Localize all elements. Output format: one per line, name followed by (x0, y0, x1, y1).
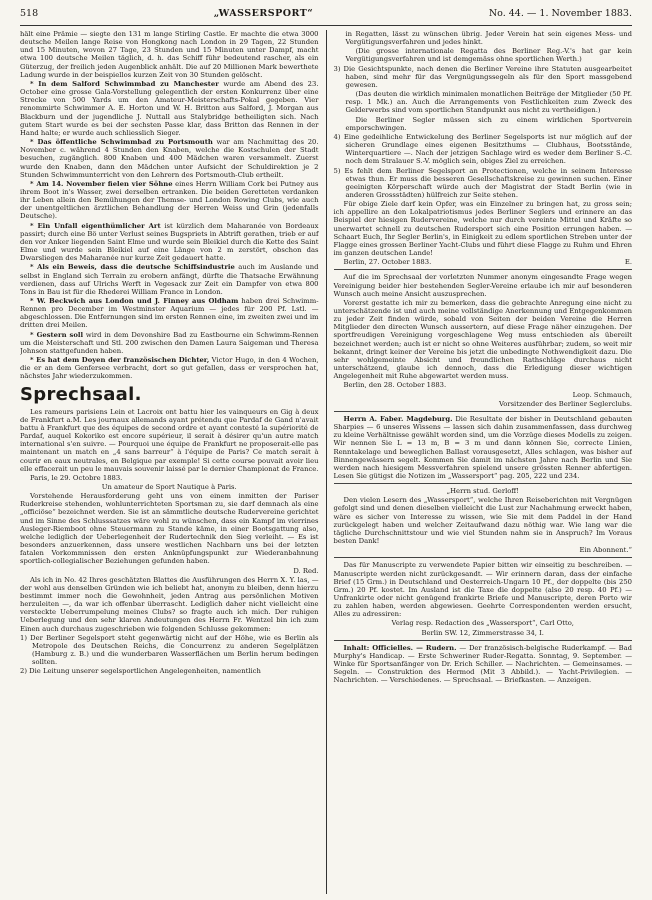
section-rule (334, 269, 633, 270)
paragraph-text: Paris, le 29. Octobre 1883. (30, 473, 123, 482)
paragraph (20, 222, 319, 263)
paragraph (20, 492, 319, 565)
paragraph (20, 634, 319, 667)
paragraph (334, 133, 633, 166)
paragraph-text: ist kürzlich dem Maharanée von Bordeaux passirt; durch eine Bö unter Verlust seines Bugspriets in Abtrift gerathen, trieb er auf den vor Anker liegenden Saint Elme und wurde sein Bleikiel durch die Kette des Saint Elme und wurde sein Bleikiel auf eine Länge von 2 m zerstört, obschon das Dwarsliegen des Maharanée nur kurze Zeit gedauert hatte. (20, 221, 319, 263)
paragraph-text: Vorsitzender des Berliner Seglerclubs. (498, 399, 632, 408)
paragraph (20, 567, 319, 575)
paragraph-lead: * W. Beckwich aus London und J. Finney aus Oldham (30, 297, 239, 305)
paragraph-text: Verlag resp. Redaction des „Wassersport“, Carl Otto, (391, 619, 574, 628)
right-column-content (334, 30, 633, 685)
paragraph (334, 273, 633, 297)
paragraph (20, 576, 319, 633)
paragraph-text: (Die grosse internationale Regatta des Berliner Reg.-V.'s hat gar kein Vergütigungsverfahren und ist demgemäss ohne sportlichen Werth.) (345, 47, 632, 64)
paragraph-lead: * Am 14. November fielen vier Söhne (30, 179, 173, 188)
paragraph-text: Ein Abonnent.“ (579, 546, 632, 555)
paragraph-text: Un amateur de Sport Nautique à Paris. (101, 482, 237, 491)
page-header (20, 8, 632, 24)
paragraph-lead: * Es hat dem Doyen der französischen Dichter, (30, 356, 210, 365)
paragraph (334, 258, 633, 266)
paragraph-text: Die Resultate der bisher in Deutschland gebauten Sharpies — 6 unseres Wissens — lassen sich dahin zusammenfassen, dass durchweg zu kleine Verhältnisse gewählt worden sind, um die Vorzüge dieses Modells zu zeigen. Wir nennen Sie L = 13 m, B = 3 m und dann können Sie, correcte Linien, Renntakelage und beweglichen Ballast vorausgesetzt, Alles schlagen, was bisher auf Binnengewässern segelt. Kommen Sie damit im nächsten Jahre nach Berlin und Sie werden nach hiesigem Messverfahren spielend unsere grössten Renner abfertigen. Lesen Sie gütigst die Notizen im „Wassersport“ pag. 205, 222 und 234. (333, 414, 632, 480)
paragraph (334, 644, 633, 685)
paragraph (20, 297, 319, 330)
section-rule (334, 640, 633, 641)
paragraph-text: Als ich in No. 42 Ihres geschätzten Blattes die Ausführungen des Herrn X. Y. las, — der wohl aus denselben Gründen wie ich beliebt hat, anonym zu bleiben, denn hierzu bestimmt immer noch die Gewohnheit, jeden Antrag aus persönlichen Motiven herzuleiten —, da war ich offenbar überrascht. Lediglich daher nicht vielleicht eine versteckte Ueberrumpelung meines Clubs? so fragte auch ich mich. Der ruhigen Ueberlegung und den sehr klaren Andeutungen des Herrn Fr. Wentzel bin ich zum Einen auch durchaus zugeschrieben wie folgenden Schlusse gekommen: (20, 575, 319, 633)
section-rule (334, 411, 633, 412)
paragraph-lead: * Gestern soll (30, 330, 84, 339)
paragraph-text: „Herrn stud. Gerloff! (446, 487, 519, 496)
paragraph-text: haben drei Schwimm-Rennen pro December im Westminster Aquarium — jedes für 200 Pf. Lstl. — abgeschlossen. Die Entfernungen sind im ersten Rennen eine, im zweiten zwei und im dritten drei Meilen. (20, 297, 319, 330)
paragraph-text: war am Nachmittag des 20. November c. während 4 Stunden den Knaben, welche die Kostschulen der Stadt besuchen, zugänglich. 800 Knaben und 400 Mädchen waren versammelt. Zuerst wurde den Knaben, dann den Mädchen unter Aufsicht der Schuldirektion je 2 Stunden Schwimmunterricht von den Lehrern des Portsmouth-Club ertheilt. (20, 138, 319, 179)
paragraph (334, 400, 633, 408)
sprechsaal-heading: Sprechsaal. (20, 383, 142, 405)
paragraph (334, 561, 633, 618)
paragraph (20, 408, 319, 473)
paragraph-text: Berlin, den 28. October 1883. (343, 381, 447, 390)
paragraph (20, 474, 319, 482)
paragraph-lead: * Das öffentliche Schwimmbad zu Portsmouth (30, 138, 213, 147)
paragraph-text: wird in dem Devonshire Bad zu Eastbourne ein Schwimm-Rennen um die Meisterschaft und Stl. 200 zwischen den Damen Laura Saigeman und Theresa Johnson stattgefunden haben. (20, 330, 319, 355)
page-number: 518 (20, 8, 39, 19)
paragraph-text: — Der französisch-belgische Ruderkampf. — Bad Murphy's Handicap. — Erste Schweriner Ruder-Regatta. Sonntag, 9. September. — Winke für Sportsanfänger von Dr. Erich Schiller. — Nachrichten. — Gemeinsames. — Segeln. — Construktion des Hermod (Mit 3 Abbild.). — Yacht-Privilegien. — Nachrichten. — Verschiedenes. — Sprechsaal. — Briefkasten. — Anzeigen. (333, 643, 632, 685)
paragraph-text: auch im Auslande und selbst in England sich Terrain zu erobern anfängt, dürfte die Thatsache Erwähnung verdienen, dass auf Ulrichs Werft in Vegesack zur Zeit ein Dampfer von etwa 800 Tons in Bau ist für die Rhederei William France in London. (20, 263, 319, 296)
paragraph (334, 116, 633, 132)
paragraph (334, 415, 633, 480)
paragraph-text: Berlin SW. 12, Zimmerstrasse 34, I. (421, 628, 544, 637)
paragraph (334, 496, 633, 545)
paragraph-text: 1) Der Berliner Segelsport steht gegenwärtig nicht auf der Höhe, wie es Berlin als Metropole des Deutschen Reichs, die Concurrenz zu anderen Segelplätzen (Hamburg z. B.) und die wunderbaren Wasserflächen um Berlin herum bedingen sollten. (20, 633, 319, 667)
paragraph-text: 5) Es fehlt dem Berliner Segelsport an Protectionen, welche in seinem Interesse etwas thun. Er muss die besseren Gesellschaftskreise zu gewinnen suchen. Einer geeinigten Körperschaft würde auch der Magistrat der Stadt Berlin (wie in anderen Grossstädten) hülfreich zur Seite stehen. (333, 166, 632, 199)
paragraph-text: Den vielen Lesern des „Wassersport“, welche Ihren Reiseberichten mit Vergnügen gefolgt sind und denen dieselben vielleicht die Lust zur Nachahmung erweckt haben, wäre es sicher von Interesse zu wissen, wie Sie mit dem Paddel in der Hand zurückgelegt haben und welcher Zeitaufwand dazu nöthig war. Wie lang war die tägliche Durchschnittstour und wie viel Stunden nahm sie in Anspruch? Im Voraus besten Dank! (333, 496, 632, 546)
paragraph-text: Berlin, 27. October 1883. (343, 258, 432, 267)
paragraph-lead: * Ein Unfall eigenthümlicher Art (30, 221, 161, 230)
paragraph-text: 2) Die Leitung unserer segelsportlichen Angelegenheiten, namentlich (20, 667, 261, 676)
paragraph-text: hält eine Prämie — siegte den 131 m lange Stirling Castle. Er machte die etwa 3000 deutsche Meilen lange Reise von Hongkong nach London in 29 Tagen, 22 Stunden und 15 Minuten, wovon 27 Tage, 23 Stunden und 15 Minuten unter Dampf, macht etwa 100 deutsche Meilen täglich, d. h. das Schiff führ bedeutend rascher, als ein Güterzug, der freilich jeden Augenblick anhält. Die auf 20 Millionen Mark bewerthete Ladung wurde in der beispiellos kurzen Zeit von 30 Stunden gelöscht. (20, 30, 319, 79)
paragraph-text: 3) Die Gesichtspunkte, nach denen die Berliner Vereine ihre Statuten ausgearbeitet haben, sind mehr für das Vergnügungssegeln als für den Sport massgebend gewesen. (333, 64, 632, 89)
paragraph-lead: * In dem Salford Schwimmbad zu Manchester (30, 79, 219, 88)
journal-title: „WASSERSPORT“ (213, 8, 314, 19)
paragraph-text: Vorstehende Herausforderung geht uns von einem inmitten der Pariser Ruderkreise stehenden, wohlunterrichteten Sportsman zu, sie darf demnach als eine „officiöse“ bezeichnet werden. Sie ist an sämmtliche deutsche Rudervereine gerichtet und im Sinne des Schlusssatzes wäre wohl zu wünschen, dass ein Kampf im vierrines Ausleger-Riemboot ohne Steuermann zu Stande käme, in einer Bootsgattung also, welche lediglich der Ueberlegenheit der Rudertechnik den Sieg verleiht. — Es ist besonders anzuerkennen, dass unsere westlichen Nachbarn uns bei der letzten fatalen Vorkommnissen den ersten Anknüpfungspunkt zur Wiederanbahnung sportlich-collegialischer Beziehungen gefunden haben. (20, 492, 319, 566)
paragraph-text: (Das deuten die wirklich minimalen monatlichen Beiträge der Mitglieder (50 Pf. resp. 1 Mk.) an. Auch die Arrangements von Festlichkeiten zum Zweck des Gelderwerbs sind vom sportlichen Standpunkt aus nicht zu vertheidigen.) (345, 90, 632, 115)
left-column (20, 30, 326, 894)
paragraph (334, 65, 633, 89)
paragraph (334, 167, 633, 200)
paragraph (20, 30, 319, 79)
paragraph (334, 546, 633, 554)
paragraph (334, 381, 633, 389)
paragraph (334, 391, 633, 399)
paragraph-text: 4) Eine gedeihliche Entwickelung des Berliner Segelsports ist nur möglich auf der sicheren Grundlage eines eigenen Besitzthums — Clubhaus, Bootsstände, Winterquartiere —. Nach der jetzigen Sachlage wird es weder dem Berliner S.-C. noch dem Stralauer S.-V. möglich sein, obiges Ziel zu erreichen. (333, 132, 632, 166)
paragraph-text: in Regatten, lässt zu wünschen übrig. Jeder Verein hat sein eigenes Mess- und Vergütigungsverfahren und jedes hinkt. (345, 30, 632, 47)
paragraph-lead: Inhalt: Officielles. — Rudern. (343, 643, 457, 652)
paragraph-text: Das für Manuscripte zu verwendete Papier bitten wir einseitig zu beschreiben. — Manuscripte werden nicht zurückgesandt. — Wir erinnern daran, dass der einfache Brief (15 Grm.) in Deutschland und Oesterreich-Ungarn 10 Pf., der doppelte (bis 250 Grm.) 20 Pf. kostet. Im Ausland ist die Taxe die doppelte (also 20 resp. 40 Pf.) — Unfrankirte oder nicht genügend frankirte Briefe und Manuscripte, deren Porto wir zu zahlen haben, werden abgewiesen. Geehrte Correspondenten werden ersucht, Alles zu adressiren: (333, 561, 632, 619)
paragraph-text: eines Herrn William Cork bei Putney aus ihrem Boot in's Wasser, zwei derselben ertranken. Die beiden Geretteten verdanken ihr Leben allein den Bemühungen der Themse- und London Rowing Clubs, wie auch der unentgeltlichen ärztlichen Behandlung der Herren Weiss und Grin (jedenfalls Deutsche). (20, 179, 319, 221)
paragraph (20, 356, 319, 380)
paragraph (20, 667, 319, 675)
section-rule (334, 483, 633, 484)
paragraph (334, 487, 633, 495)
paragraph (334, 30, 633, 46)
paragraph-lead: Herrn A. Faber. Magdeburg. (343, 414, 453, 423)
paragraph (20, 138, 319, 179)
paragraph-text: Auf die im Sprechsaal der vorletzten Nummer anonym eingesandte Frage wegen Vereinigung beider hier bestehenden Segler-Vereine erlaube ich mir auf besonderen Wunsch auch meine Ansicht auszusprechen. (333, 273, 632, 298)
paragraph-text: Victor Hugo, in den 4 Wochen, die er an dem Genfersee verbracht, dort so gut gefallen, dass er versprochen hat, nächstes Jahr wiederzukommen. (20, 356, 319, 381)
paragraph (334, 299, 633, 381)
paragraph-text: wurde am Abend des 23. October eine grosse Gala-Vorstellung gelegentlich der ersten Konkurrenz über eine Strecke von 500 Yards um den Amateur-Meisterschafts-Pokal gegeben. Vier renommirte Schwimmer A. E. Horton und W. H. Britton aus Salford, J. Morgan aus Blackburn und der jugendliche J. Nuttall aus Stalybridge betheiligten sich. Nach gutem Start wurde es bei der sechsten Passe klar, dass Britton das Rennen in der Hand halte; er wurde auch schliesslich Sieger. (20, 79, 319, 137)
news-items (20, 30, 319, 381)
header-rule (20, 25, 632, 26)
paragraph (20, 331, 319, 355)
sprechsaal-letters (20, 408, 319, 676)
paragraph (334, 47, 633, 63)
paragraph-text: D. Red. (293, 566, 319, 575)
paragraph (20, 263, 319, 296)
paragraph (334, 200, 633, 257)
paragraph-text: Les rameurs parisiens Lein et Lacroix ont battu hier les vainqueurs en Gig à deux de Frankfurt a.M. Les journaux allemands ayant prétendu que Pardaf de Gand n'avait battu à Frankfurt que des équipes de second ordre et ayant contesté la supériorité de Pardaf, auquel Kokoriko est encore supérieur, il serait à désirer qu'un autre match international s'en suivre. — Pourquoi une équipe de Frankfurt ne proposerait-elle pas maintenant un match en „4 sans barreur“ à l'équipe de Paris? Ce match serait à courir en eaux neutrales, en Belgique par exemple! Si cette course pouvait avoir lieu elle effacerait un peu le mauvais souvenir laissé par le dernier Championat de France. (20, 407, 319, 473)
paragraph (20, 483, 319, 491)
right-column (327, 30, 633, 894)
signature: E. (624, 258, 632, 267)
paragraph-text: Die Berliner Segler müssen sich zu einem wirklichen Sportverein emporschwingen. (345, 115, 632, 132)
paragraph (334, 90, 633, 114)
paragraph-lead: * Als ein Beweis, dass die deutsche Schiffsindustrie (30, 263, 235, 272)
issue-info: No. 44. — 1. November 1883. (488, 8, 632, 19)
paragraph (334, 619, 633, 627)
section-rule (334, 557, 633, 558)
paragraph (20, 180, 319, 221)
paragraph-text: Vorerst gestatte ich mir zu bemerken, dass die gebrachte Anregung eine nicht zu unterschätzende ist und auch meine vollständige Anerkennung und Entgegenkommen zu jeder Zeit finden würde, sobald von Seiten der beiden Vereine die Herren Mitglieder den directen Wunsch aussertern, auf diese Frage näher einzugehen. Der sportfreudigen Vereinigung vorgeschlagene Weg muss entschieden als übereilt bezeichnet werden; auch ist er nicht so ohne Weiteres ausführbar; zudem, so weit mir bekannt, dringt keiner der Vereine bis jetzt die unbedingte Nothwendigkeit dazu. Die sehr wohlgemeinte Absicht und freundlichen Rathschläge durchaus nicht unterschätzend, glaube ich dennoch, dass die Erledigung dieser wichtigen Angelegenheit mit Ruhe abgewartet werden muss. (333, 298, 632, 381)
paragraph (334, 629, 633, 637)
paragraph-text: Für obige Ziele darf kein Opfer, was ein Einzelner zu bringen hat, zu gross sein; ich appellire an den Lokalpatriotismus jedes Berliner Seglers und erinnere an das Beispiel der hiesigen Rudervereine, welche nur durch vereinte Mittel und Kräfte so unerwartet schnell zu deutschen Rudersport sich eine Position errungen haben. — Schaart Euch, Ihr Segler Berlin's, in Einigkeit zu edlem sportlichen Streben unter der Flagge eines grossen Berliner Yacht-Clubs und führt diese Flagge zu Ruhm und Ehren im ganzen deutschen Lande! (333, 200, 632, 258)
paragraph (20, 80, 319, 137)
paragraph-text: Leop. Schmauch, (572, 390, 632, 399)
